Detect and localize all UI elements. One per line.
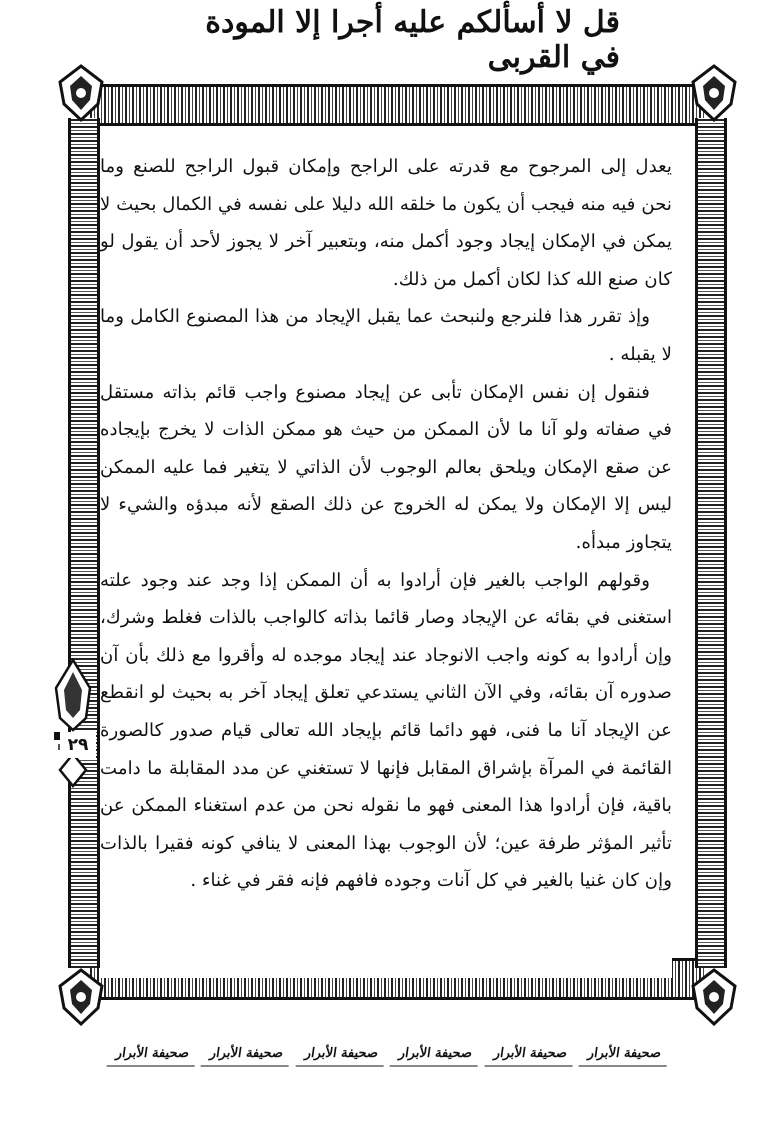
- body-text: [100, 148, 672, 900]
- footer-calligraphy: صحيفة الأبرار: [107, 1046, 198, 1067]
- header-calligraphy: قل لا أسألكم عليه أجرا إلا المودة في القربى: [205, 5, 620, 75]
- footer-calligraphy: صحيفة الأبرار: [484, 1046, 575, 1067]
- frame-top-bar: [90, 84, 705, 126]
- paragraph: وقولهم الواجب بالغير فإن أرادوا به أن الممكن إذا وجد عند وجود علته استغنى في بقائه عن الإيجاد وصار قائما بذاته كالواجب بالذات فغلط وشرك، وإن أرادوا به كونه واجب الانوجاد عند إيجاد موجده له وأقروا مع ذلك بأن آن صدوره آن بقائه، وفي الآن الثاني يستدعي تعلق إيجاد آخر به بحيث لو انقطع عن الإيجاد آنا ما فنى، فهو دائما قائم بإيجاد الله تعالى قيام صدور كالصورة القائمة في المرآة بإشراق المقابل فإنها لا تستغني عن مدد المقابلة ما دامت باقية، فإن أرادوا هذا المعنى فهو ما نقوله نحن من عدم استغناء الممكن عن تأثير المؤثر طرفة عين؛ لأن الوجوب بهذا المعنى لا ينافي كونه فقيرا بالذات وإن كان غنيا بالغير في كل آنات وجوده فافهم فإنه فقر في غناء .: [100, 569, 672, 892]
- paragraph: فنقول إن نفس الإمكان تأبى عن إيجاد مصنوع واجب قائم بذاته مستقل في صفاته ولو آنا ما لأن الممكن من حيث هو ممكن الذات لا يخرج بإيجاده عن صقع الإمكان ويلحق بعالم الوجوب لأن الذاتي لا يتغير فما عليه الممكن ليس إلا الإمكان ولا يمكن له الخروج عن ذلك الصقع لأنه مبدؤه والشيء لا يتجاوز مبدأه.: [100, 381, 672, 553]
- body-text-panel: [100, 148, 672, 978]
- footer-calligraphy: صحيفة الأبرار: [390, 1046, 481, 1067]
- side-medallion-icon: [46, 658, 100, 788]
- paragraph: وإذ تقرر هذا فلنرجع ولنبحث عما يقبل الإيجاد من هذا المصنوع الكامل وما لا يقبله .: [100, 306, 672, 365]
- paragraph: يعدل إلى المرجوح مع قدرته على الراجح وإمكان قبول الراجح للصنع وما نحن فيه منه فيجب أن يكون ما خلقه الله دليلا على نفسه في الكمال بحيث لا يمكن في الإمكان إيجاد وجود أكمل منه، وبتعبير آخر لا يجوز لأحد أن يقول لو كان صنع الله كذا لكان أكمل من ذلك.: [100, 156, 672, 290]
- corner-ornament-icon: [685, 64, 743, 122]
- footer-calligraphy: صحيفة الأبرار: [295, 1046, 386, 1067]
- corner-ornament-icon: [685, 968, 743, 1026]
- frame-left-pillar: [68, 118, 100, 968]
- page-number: ٢٩: [60, 732, 96, 758]
- frame-right-pillar: [695, 118, 727, 968]
- corner-ornament-icon: [52, 64, 110, 122]
- footer-calligraphy: صحيفة الأبرار: [579, 1046, 670, 1067]
- footer-calligraphy-row: [108, 1026, 668, 1086]
- footer-calligraphy: صحيفة الأبرار: [201, 1046, 292, 1067]
